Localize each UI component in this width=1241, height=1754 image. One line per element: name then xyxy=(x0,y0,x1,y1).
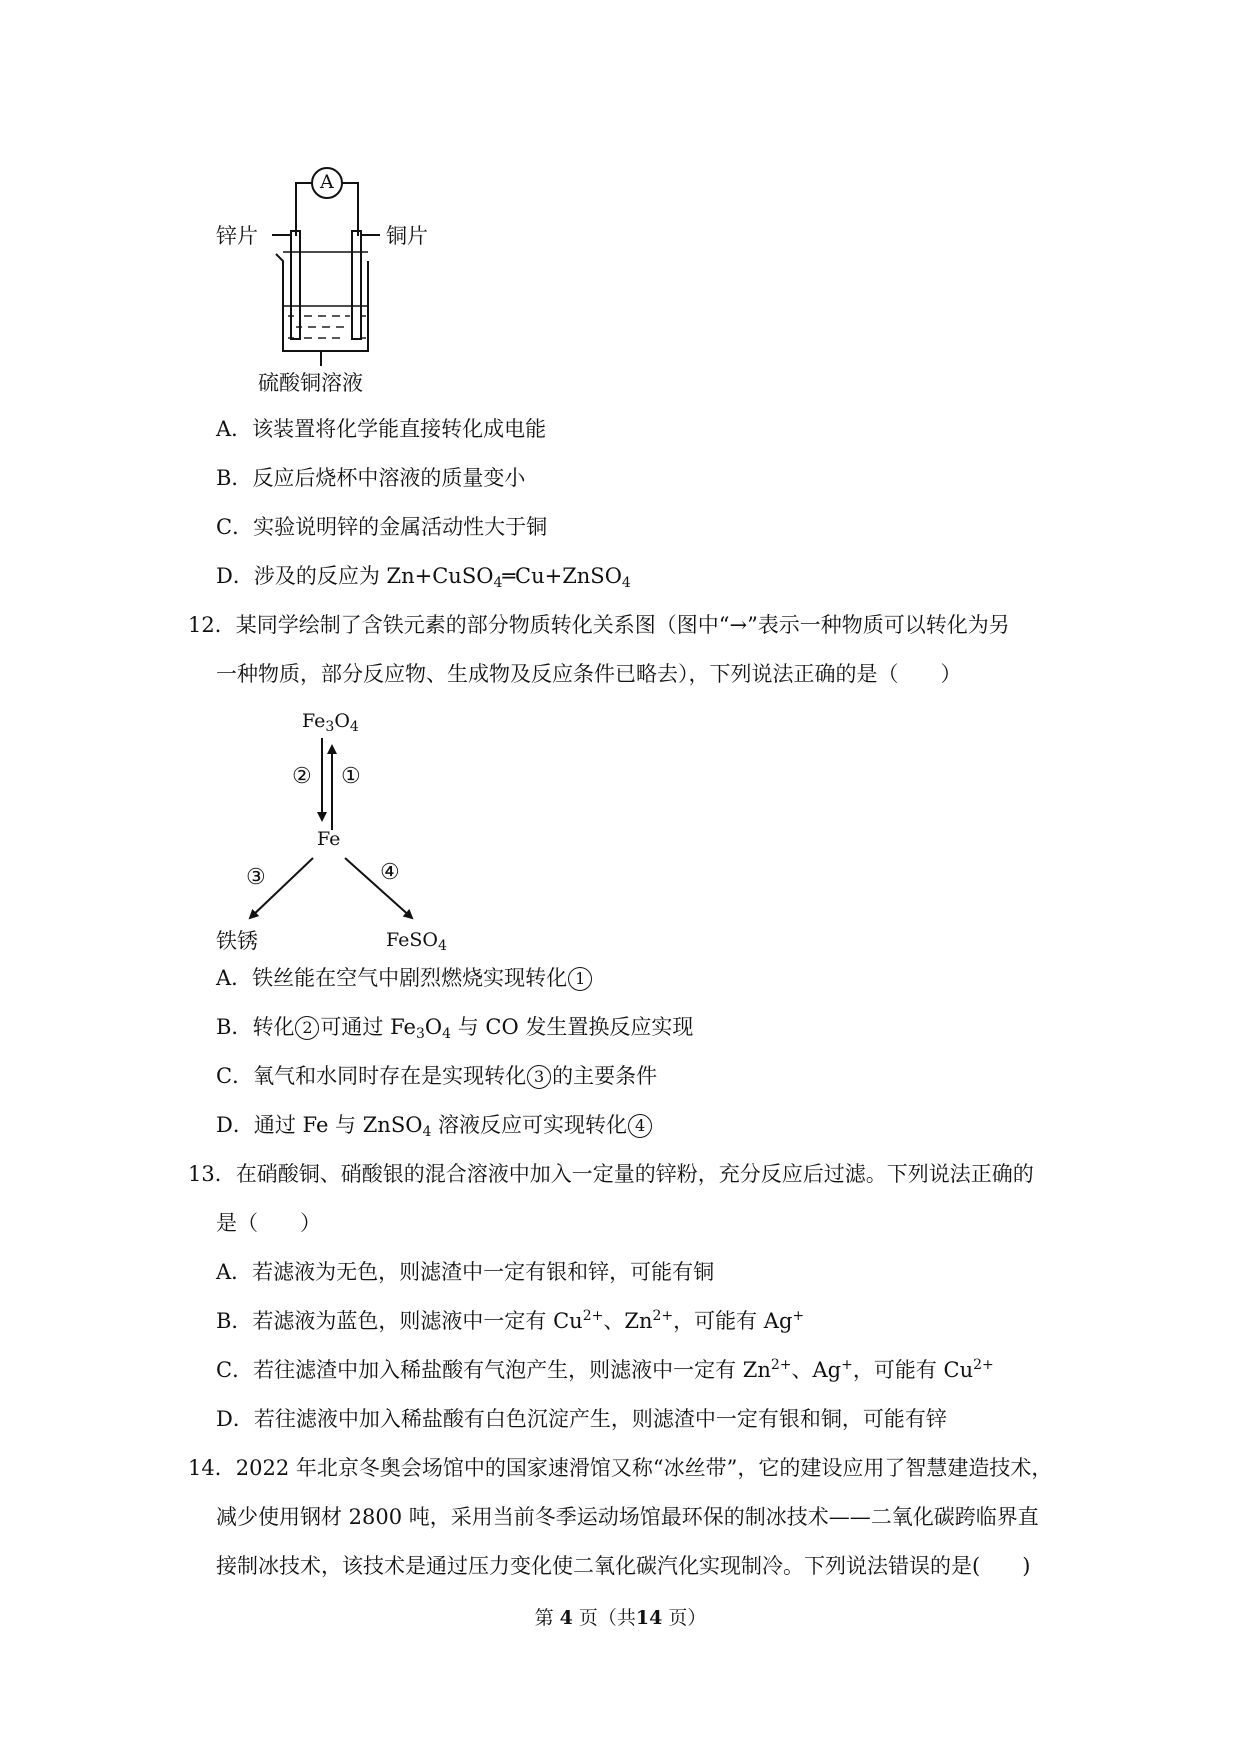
step-4-label: ④ xyxy=(380,860,400,885)
q13-option-b: B．若滤液为蓝色，则滤液中一定有 $Cu^{2+}$、$Zn^{2+}$，可能有 Ag+ xyxy=(216,1308,805,1333)
q11-option-a: A．该装置将化学能直接转化成电能 xyxy=(216,417,547,441)
q14-line3: 接制冰技术，该技术是通过压力变化使二氧化碳汽化实现制冷。下列说法错误的是( ) xyxy=(216,1554,1031,1578)
step-1-label: ① xyxy=(341,764,361,789)
circled-number: 4 xyxy=(628,1114,652,1138)
step-2-label: ② xyxy=(292,764,312,789)
q12-stem-line1: 12．某同学绘制了含铁元素的部分物质转化关系图（图中“→”表示一种物质可以转化为另 xyxy=(188,613,1010,637)
q11-option-c: C．实验说明锌的金属活动性大于铜 xyxy=(216,515,548,539)
fe-label: Fe xyxy=(317,828,341,850)
page-total: 14 xyxy=(635,1607,663,1629)
q12-option-a: A．铁丝能在空气中剧烈燃烧实现转化 1 xyxy=(216,963,593,993)
circled-number: 3 xyxy=(527,1065,551,1089)
ammeter-label: A xyxy=(320,171,334,193)
circled-number: 2 xyxy=(295,1016,319,1040)
q13-stem-line1: 13．在硝酸铜、硝酸银的混合溶液中加入一定量的锌粉，充分反应后过滤。下列说法正确的 xyxy=(188,1162,1034,1186)
q13-option-d: D．若往滤液中加入稀盐酸有白色沉淀产生，则滤渣中一定有银和铜，可能有锌 xyxy=(216,1407,947,1431)
zinc-label: 锌片 xyxy=(216,224,258,248)
q11-option-d: D．涉及的反应为 Zn+CuSO$_4$═Cu+ZnSO$_4$ xyxy=(216,564,631,591)
solution-label: 硫酸铜溶液 xyxy=(258,371,363,395)
feso4-label: FeSO$_4$ xyxy=(386,929,447,954)
arrow-4 xyxy=(345,858,412,918)
page-footer: 第 4 页（共14 页） xyxy=(534,1607,707,1629)
step-3-label: ③ xyxy=(246,865,266,890)
q12-option-c: C．氧气和水同时存在是实现转化 3 的主要条件 xyxy=(216,1064,658,1088)
copper-label: 铜片 xyxy=(386,224,428,248)
q13-option-a: A．若滤液为无色，则滤渣中一定有银和锌，可能有铜 xyxy=(216,1260,715,1284)
q13-option-c: C．若往滤渣中加入稀盐酸有气泡产生，则滤液中一定有 $Zn^{2+}$、Ag+，可能有 $Cu^{2+}$ xyxy=(216,1357,994,1382)
q14-line1: 14．2022 年北京冬奥会场馆中的国家速滑馆又称“冰丝带”，它的建设应用了智慧建造技术， xyxy=(188,1456,1053,1480)
q12-stem-line2: 一种物质，部分反应物、生成物及反应条件已略去），下列说法正确的是（ ） xyxy=(216,662,962,686)
rust-label: 铁锈 xyxy=(216,929,258,953)
q12-option-b: B．转化 2 可通过 $Fe_3O_4$ 与 CO 发生置换反应实现 xyxy=(216,1015,694,1042)
q12-option-d: D．通过 Fe 与 ZnSO$_4$ 溶液反应可实现转化 4 xyxy=(216,1110,653,1140)
fe3o4-label: $Fe_3O_4$ xyxy=(302,710,359,735)
page-number: 4 xyxy=(559,1607,573,1629)
q13-stem-line2: 是（ ） xyxy=(216,1211,321,1235)
q11-option-b: B．反应后烧杯中溶液的质量变小 xyxy=(216,466,526,490)
q14-line2: 减少使用钢材 2800 吨，采用当前冬季运动场馆最环保的制冰技术——二氧化碳跨临界直 xyxy=(216,1505,1039,1529)
circled-number: 1 xyxy=(568,967,592,991)
